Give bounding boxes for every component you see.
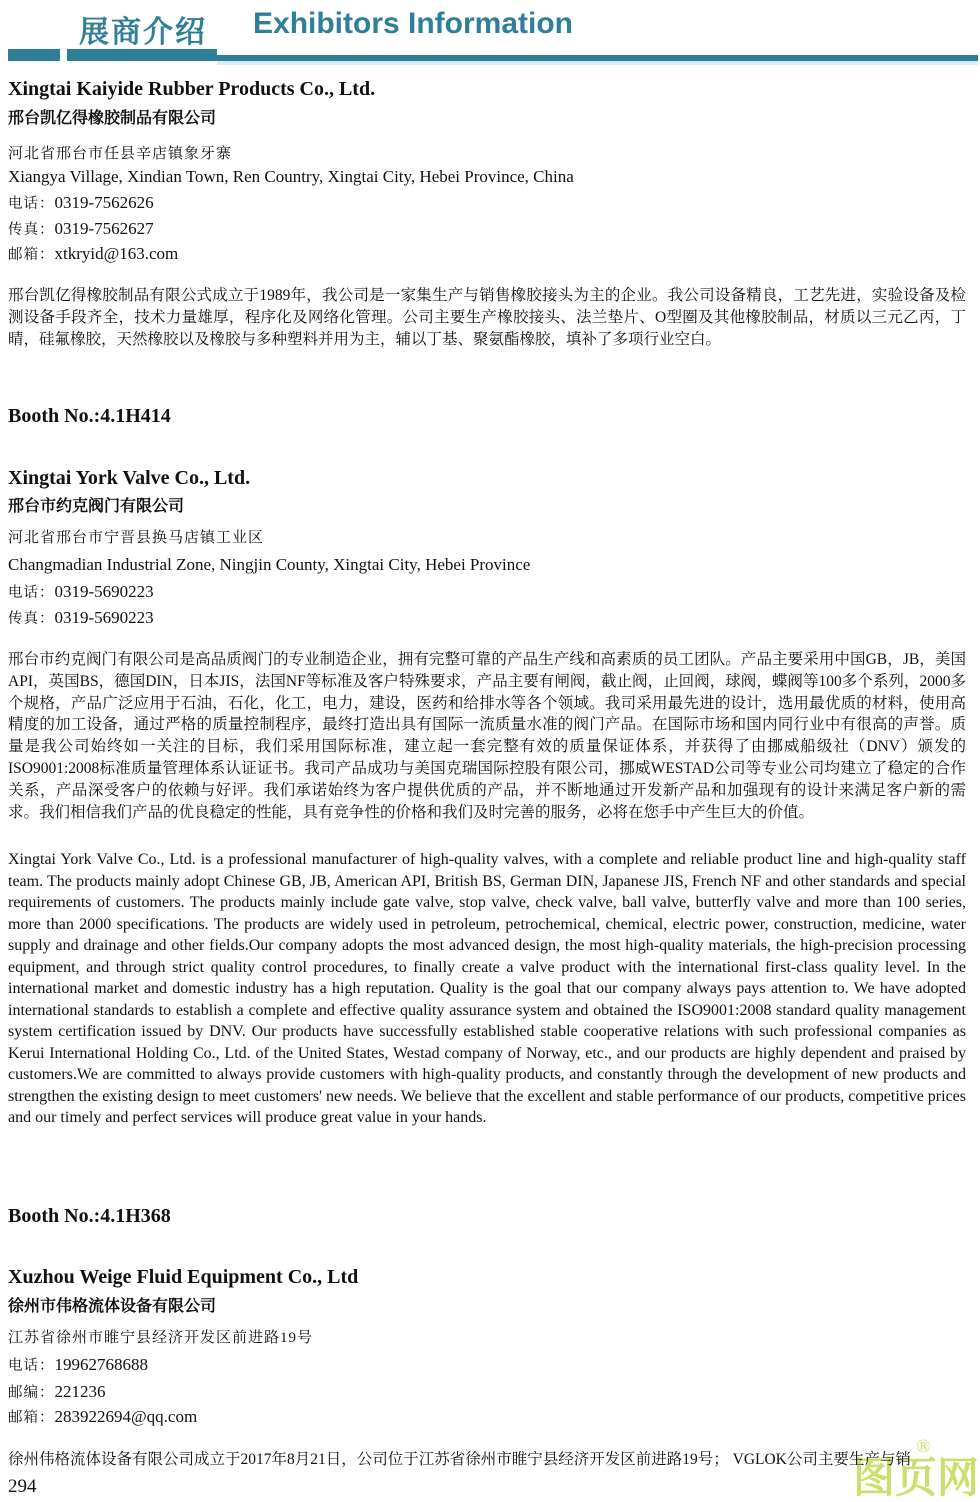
company-name-en: Xingtai York Valve Co., Ltd. (8, 467, 251, 489)
email-value: xtkryid@163.com (54, 244, 179, 263)
postcode-value: 221236 (54, 1382, 106, 1401)
header-rule-left-block (8, 49, 60, 61)
fax-label: 传真： (8, 222, 55, 238)
phone-value: 0319-7562626 (54, 193, 154, 212)
registered-trademark-icon: ® (916, 1436, 931, 1457)
company-address-en: Xiangya Village, Xindian Town, Ren Country, Xingtai City, Hebei Province, China (8, 167, 574, 186)
postcode-label: 邮编： (8, 1385, 55, 1401)
contact-row-fax (8, 608, 966, 629)
company-name-cn: 邢台凯亿得橡胶制品有限公司 (8, 110, 217, 127)
company-description-cn: 徐州伟格流体设备有限公司成立于2017年8月21日，公司位于江苏省徐州市睢宁县经济开发区前进路19号； VGLOK公司主要生产与销 (8, 1451, 911, 1468)
contact-row-fax (8, 219, 966, 240)
header-rule-main-block (67, 49, 217, 61)
phone-value: 19962768688 (54, 1355, 148, 1374)
company-address-en: Changmadian Industrial Zone, Ningjin County, Xingtai City, Hebei Province (8, 555, 531, 574)
company-address-cn: 江苏省徐州市睢宁县经济开发区前进路19号 (8, 1330, 314, 1346)
email-label: 邮箱： (8, 247, 55, 263)
fax-label: 传真： (8, 611, 55, 627)
company-address-cn: 河北省邢台市任县辛店镇象牙寨 (8, 146, 233, 162)
header-title-en: Exhibitors Information (253, 7, 574, 40)
phone-label: 电话： (8, 585, 55, 601)
contact-row-phone (8, 1355, 966, 1376)
contact-row-postcode (8, 1382, 966, 1403)
header-rule-shadow (217, 61, 978, 65)
phone-label: 电话： (8, 196, 55, 212)
page-number: 294 (8, 1476, 37, 1497)
booth-number: Booth No.:4.1H368 (8, 1205, 171, 1227)
company-description-cn: 邢台凯亿得橡胶制品有限公式成立于1989年，我公司是一家集生产与销售橡胶接头为主的企业。我公司设备精良，工艺先进，实验设备及检测设备手段齐全，技术力量雄厚，程序化及网络化管理。公司主要生产橡胶接头、法兰垫片、O型圈及其他橡胶制品，材质以三元乙丙，丁晴，硅氟橡胶，天然橡胶以及橡胶与多种塑料并用为主，辅以丁基、聚氨酯橡胶，填补了多项行业空白。 (8, 287, 966, 348)
fax-value: 0319-5690223 (54, 608, 154, 627)
fax-value: 0319-7562627 (54, 219, 154, 238)
contact-row-email (8, 244, 966, 265)
header-title-cn: 展商介绍 (79, 16, 207, 49)
company-address-cn: 河北省邢台市宁晋县换马店镇工业区 (8, 530, 265, 546)
contact-row-phone (8, 193, 966, 214)
watermark-text: 图页网 (853, 1456, 980, 1502)
company-name-en: Xingtai Kaiyide Rubber Products Co., Ltd. (8, 78, 376, 100)
company-name-cn: 邢台市约克阀门有限公司 (8, 498, 185, 515)
email-value: 283922694@qq.com (54, 1407, 198, 1426)
phone-label: 电话： (8, 1358, 55, 1374)
company-name-cn: 徐州市伟格流体设备有限公司 (8, 1298, 217, 1315)
contact-row-email (8, 1407, 966, 1428)
company-description-en: Xingtai York Valve Co., Ltd. is a professional manufacturer of high-quality valves, with a complete and reliable product line and high-quality staff team. The products mainly adopt Chinese GB, JB, American API, British BS, German DIN, Japanese JIS, French NF and other standards and special requirements of customers. The products mainly include gate valve, stop valve, check valve, ball valve, butterfly valve and more than 100 series, more than 2000 specifications. The products are widely used in petroleum, petrochemical, chemical, electric power, construction, medicine, water supply and drainage and other fields.Our company adopts the most advanced design, the most high-quality materials, the high-precision processing equipment, and through strict quality control procedures, to finally create a valve product with the international first-class quality level. In the international market and domestic industry has a high reputation. Quality is the goal that our company always pays attention to. We have adopted international standards to establish a complete and effective quality assurance system and obtained the ISO9001:2008 standard quality management system certification issued by DNV. Our products have successfully established stable cooperative relations with such professional companies as Kerui International Holding Co., Ltd. of the United States, Westad company of Norway, etc., and our products are highly dependent and praised by customers.We are committed to always provide customers with high-quality products, and constantly through the development of new products and strengthen the existing design to meet customers' new needs. We believe that the excellent and stable performance of our products, competitive prices and our timely and perfect services will produce great value in your hands. (8, 851, 966, 1126)
booth-number: Booth No.:4.1H414 (8, 405, 171, 427)
company-name-en: Xuzhou Weige Fluid Equipment Co., Ltd (8, 1266, 359, 1288)
company-description-cn: 邢台市约克阀门有限公司是高品质阀门的专业制造企业，拥有完整可靠的产品生产线和高素质的员工团队。产品主要采用中国GB，JB，美国API，英国BS，德国DIN，日本JIS，法国NF等标准及客户特殊要求，产品主要有闸阀，截止阀，止回阀，球阀，蝶阀等100多个系列，2000多个规格，产品广泛应用于石油，石化，化工，电力，建设，医药和给排水等各个领域。我司采用最先进的设计，选用最优质的材料，使用高精度的加工设备，通过严格的质量控制程序，最终打造出具有国际一流质量水准的阀门产品。在国际市场和国内同行业中有很高的声誉。质量是我公司始终如一关注的目标，我们采用国际标准，建立起一套完整有效的质量保证体系，并获得了由挪威船级社（DNV）颁发的ISO9001:2008标准质量管理体系认证证书。我司产品成功与美国克瑞国际控股有限公司，挪威WESTAD公司等专业公司均建立了稳定的合作关系，产品深受客户的依赖与好评。我们承诺始终为客户提供优质的产品，并不断地通过开发新产品和加强现有的设计来满足客户新的需求。我们相信我们产品的优良稳定的性能，具有竞争性的价格和我们及时完善的服务，必将在您手中产生巨大的价值。 (8, 651, 966, 821)
phone-value: 0319-5690223 (54, 582, 154, 601)
email-label: 邮箱： (8, 1410, 55, 1426)
contact-row-phone (8, 582, 966, 603)
